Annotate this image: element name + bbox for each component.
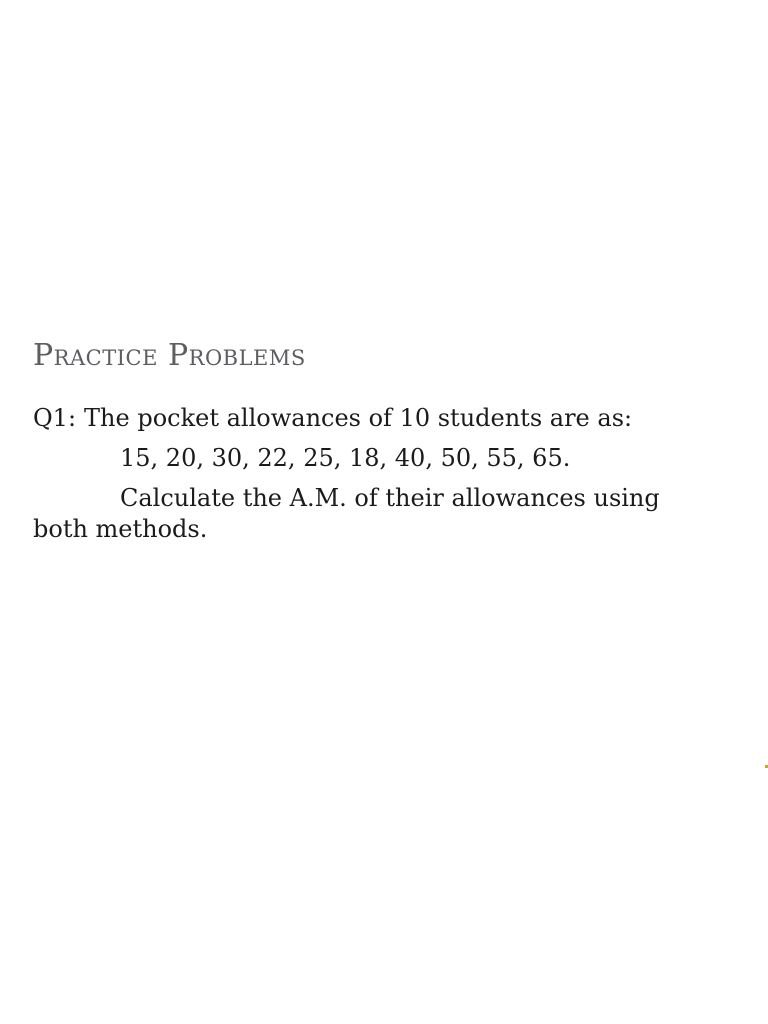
question-label: Q1: (33, 404, 77, 432)
question-data-values: 15, 20, 30, 22, 25, 18, 40, 50, 55, 65. (120, 444, 571, 472)
question-instruction-continued: both methods. (33, 515, 208, 543)
question-line-1 (33, 398, 733, 438)
question-block (33, 398, 733, 544)
question-instruction: Calculate the A.M. of their allowances using (120, 484, 660, 512)
section-title: Practice Problems (33, 338, 306, 373)
question-text: The pocket allowances of 10 students are as: (84, 404, 633, 432)
